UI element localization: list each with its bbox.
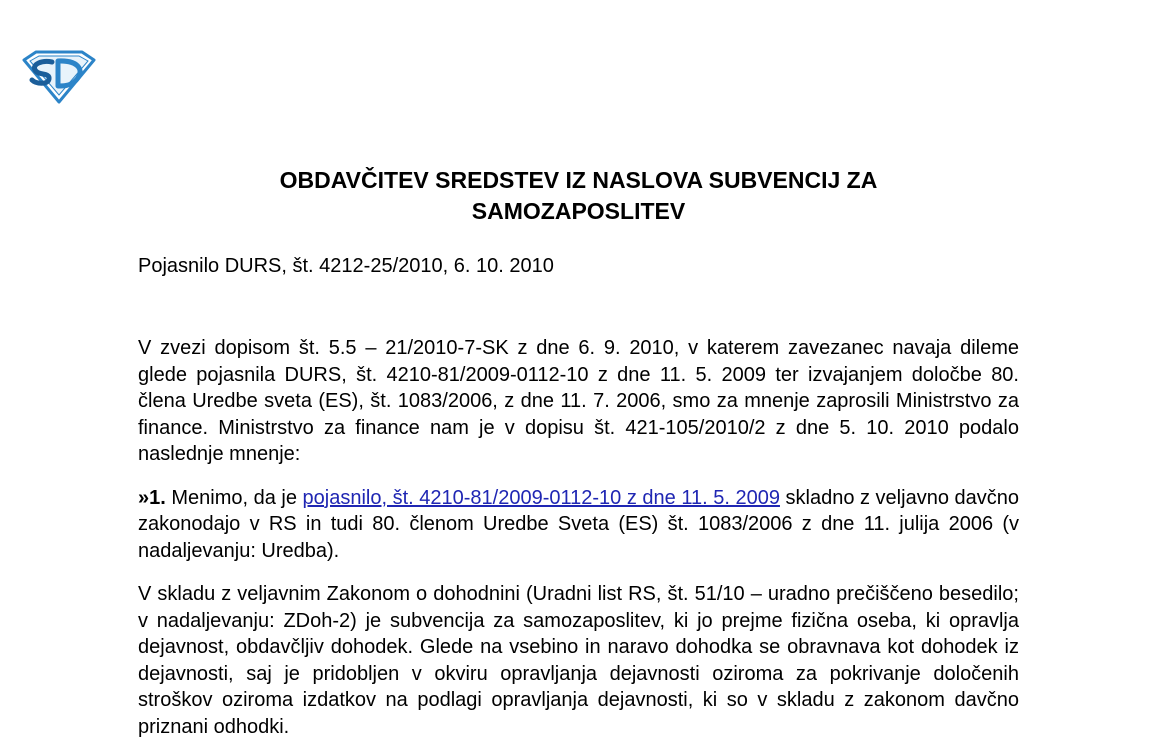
title-line-2: SAMOZAPOSLITEV	[471, 198, 686, 224]
paragraph-taxation: V skladu z veljavnim Zakonom o dohodnini (Uradni list RS, št. 51/10 – uradno prečiščeno besedilo; v nadaljevanju: ZDoh-2) je subvencija za samozaposlitev, ki jo prejme fizična oseba, ki opravlja dejavnost, obdavčljiv dohodek. Glede na vsebino in naravo dohodka se obravnava kot dohodek iz dejavnosti, saj je pridobljen v okviru opravljanja dejavnosti oziroma za pokrivanje določenih stroškov oziroma izdatkov na podlagi opravljanja dejavnosti, ki so v skladu z zakonom davčno priznani odhodki.	[138, 583, 1019, 738]
sd-logo-icon	[22, 50, 96, 104]
opinion-marker: »1.	[138, 486, 166, 509]
paragraph-opinion-1	[138, 485, 1019, 565]
paragraph-text-before-link: Menimo, da je	[165, 486, 303, 509]
paragraph-text-after-link: skladno z veljavno davčno zakonodajo v RS in tudi 80. členom Uredbe Sveta (ES) št. 1083/2006 z dne 11. julija 2006 (v nadaljevanju: Uredba).	[138, 486, 1019, 562]
source-reference: Pojasnilo DURS, št. 4212-25/2010, 6. 10. 2010	[138, 255, 554, 277]
document-title	[138, 165, 1019, 227]
document-body	[138, 335, 1019, 743]
paragraph-intro: V zvezi dopisom št. 5.5 – 21/2010-7-SK z dne 6. 9. 2010, v katerem zavezanec navaja dileme glede pojasnila DURS, št. 4210-81/2009-0112-10 z dne 11. 5. 2009 ter izvajanjem določbe 80. člena Uredbe sveta (ES), št. 1083/2006, z dne 11. 7. 2006, smo za mnenje zaprosili Ministrstvo za finance. Ministrstvo za finance nam je v dopisu št. 421-105/2010/2 z dne 5. 10. 2010 podalo naslednje mnenje:	[138, 337, 1019, 465]
durs-explanation-link[interactable]: pojasnilo, št. 4210-81/2009-0112-10 z dne 11. 5. 2009	[302, 486, 780, 509]
title-line-1: OBDAVČITEV SREDSTEV IZ NASLOVA SUBVENCIJ ZA	[279, 167, 878, 193]
